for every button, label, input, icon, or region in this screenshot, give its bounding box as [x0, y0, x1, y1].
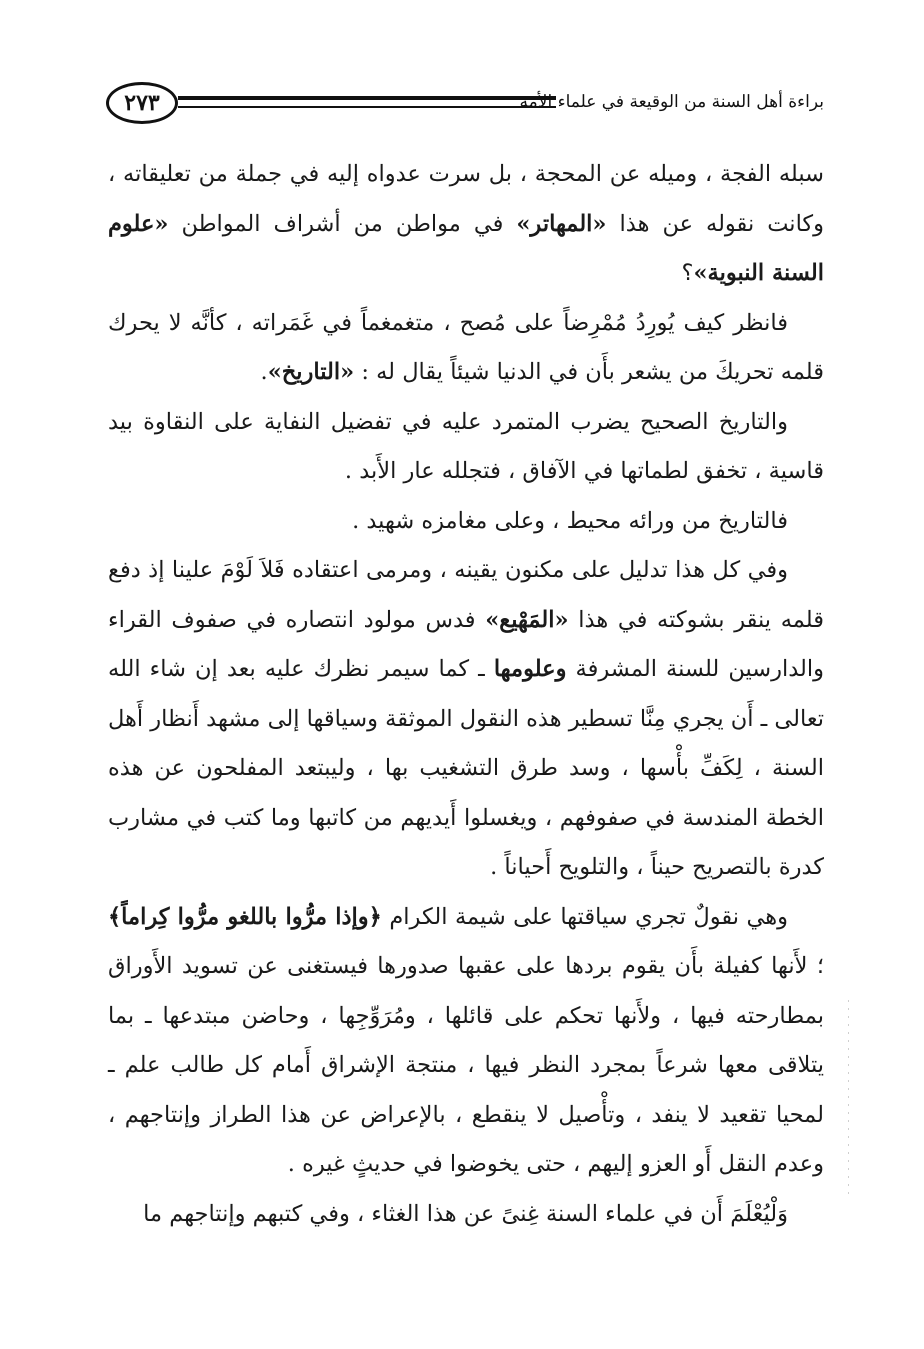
- text-run: وهي نقولٌ تجري سياقتها على شيمة الكرام: [381, 903, 788, 930]
- emphasized-phrase: «التاريخ»: [267, 359, 355, 385]
- header-rule: [178, 96, 556, 108]
- text-run: فانظر كيف يُورِدُ مُمْرِضاً على مُصح ، متغمغماً في غَمَراته ، كأنَّه لا يحرك قلمه تحريكَ من يشعر بأَن في الدنيا شيئاً يقال له :: [108, 309, 824, 385]
- text-run: وَلْيُعْلَمَ أَن في علماء السنة غِنىً عن هذا الغثاء ، وفي كتبهم وإنتاجهم ما: [143, 1200, 788, 1227]
- emphasized-phrase: «المهاتر»: [516, 210, 607, 237]
- text-run: .: [260, 359, 268, 385]
- emphasized-phrase: ﴿وإذا مرُّوا باللغو مرُّوا كِراماً﴾: [108, 903, 382, 930]
- text-run: ؛ لأَنها كفيلة بأَن يقوم بردها على عقبها صدورها فيستغنى عن تسويد الأَوراق بمطارحته فيها ، ولأَنها تحكم على قائلها ، ومُرَوِّجِها ، وحاضن مبتدعها ـ بما يتلاقى معها شرعاً بمجرد النظر فيها ، منتجة الإشراق أَمام كل طالب علم ـ لمحيا تقعيد لا ينفد ، وتأْصيل لا ينقطع ، بالإعراض عن هذا الطراز وإنتاجهم ، وعدم النقل أَو العزو إليهم ، حتى يخوضوا في حديثٍ غيره .: [108, 953, 824, 1177]
- paragraph: [108, 150, 824, 299]
- text-run: في مواطن من أشراف المواطن: [168, 210, 517, 237]
- text-run: وفي كل هذا تدليل على مكنون يقينه ، ومرمى اعتقاده فَلاَ لَوْمَ علينا إذ دفع قلمه ينقر بشوكته في هذا: [108, 557, 824, 633]
- emphasized-phrase: «علوم السنة النبوية»: [108, 210, 824, 286]
- text-run: فدس مولود انتصاره في صفوف القراء والدارسين للسنة المشرفة: [108, 606, 824, 682]
- scan-margin-line: [848, 1000, 849, 1200]
- paragraph: [108, 398, 824, 497]
- paragraph: [108, 497, 824, 547]
- text-run: ؟: [681, 260, 694, 286]
- text-run: سبله الفجة ، وميله عن المحجة ، بل سرت عدواه إليه في جملة من تعليقاته ، وكانت نقوله عن هذا: [108, 161, 824, 237]
- emphasized-phrase: «المَهْيع»: [485, 606, 569, 633]
- paragraph: [108, 893, 824, 1190]
- page-number: ٢٧٣: [106, 82, 178, 124]
- emphasized-phrase: وعلومها: [493, 656, 567, 682]
- paragraph: [108, 1190, 824, 1240]
- body-text: [108, 150, 824, 1239]
- text-run: والتاريخ الصحيح يضرب المتمرد عليه في تفضيل النفاية على النقاوة بيد قاسية ، تخفق لطماتها في الآفاق ، فتجلله عار الأَبد .: [108, 408, 824, 484]
- running-header: [100, 80, 824, 128]
- paragraph: [108, 546, 824, 893]
- text-run: فالتاريخ من ورائه محيط ، وعلى مغامزه شهيد .: [352, 507, 788, 534]
- paragraph: [108, 299, 824, 398]
- running-title: براءة أهل السنة من الوقيعة في علماء الأمة: [519, 92, 824, 112]
- text-run: ـ كما سيمر نظرك عليه بعد إن شاء الله تعالى ـ أَن يجري مِنَّا تسطير هذه النقول الموثقة وسياقها إلى مشهد أَنظار أَهل السنة ، لِكَفِّ بأْسها ، وسد طرق التشغيب بها ، وليبتعد المفلحون عن هذه الخطة المندسة في صفوفهم ، ويغسلوا أَيديهم من كاتبها وما كتب في مشارب كدرة بالتصريح حيناً ، والتلويح أَحياناً .: [108, 656, 824, 880]
